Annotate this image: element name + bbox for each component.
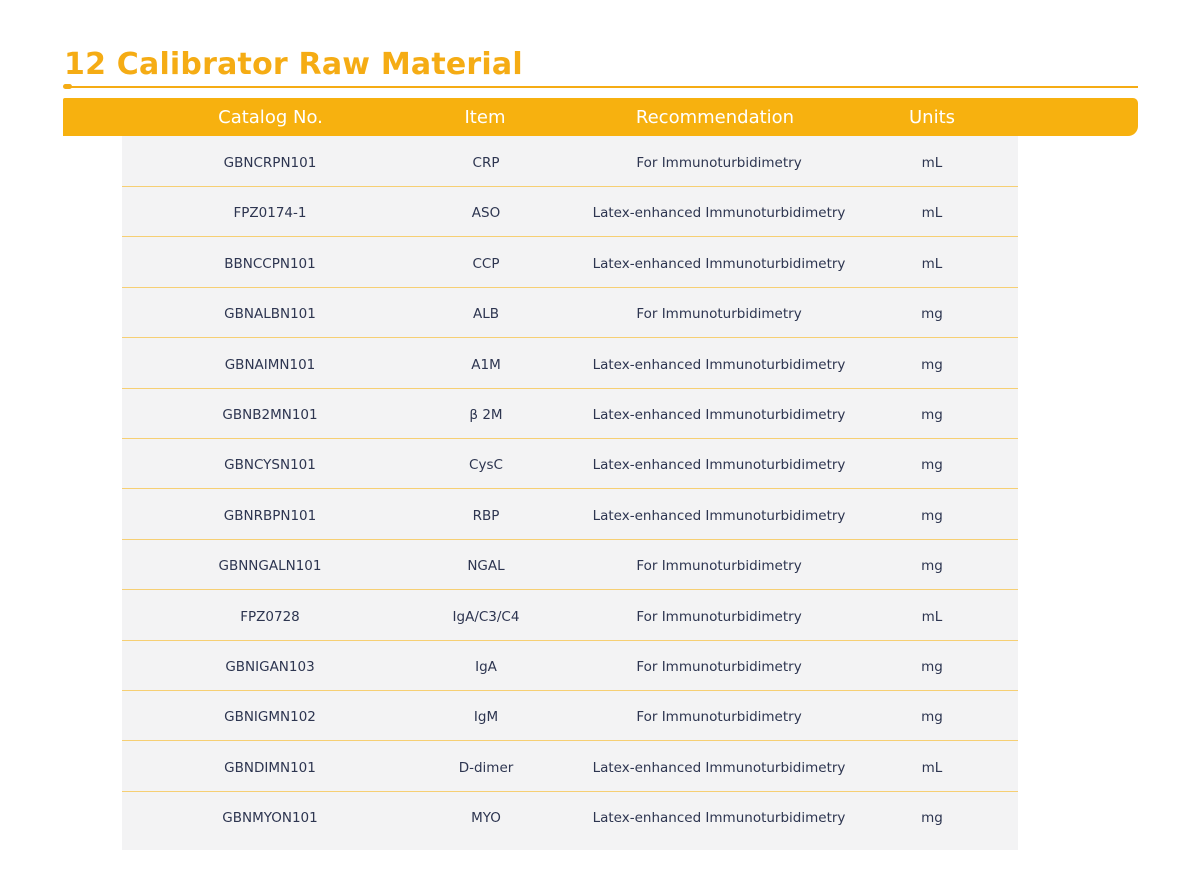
table-row: [122, 690, 1018, 741]
cell-recommendation: Latex-enhanced Immunoturbidimetry: [592, 205, 846, 222]
table-row: [122, 136, 1018, 187]
cell-units: mg: [921, 356, 943, 373]
cell-item: β 2M: [469, 407, 503, 423]
cell-item: D-dimer: [458, 759, 514, 776]
cell-catalog-no: GBNRBPN101: [223, 507, 317, 524]
cell-units: mg: [921, 709, 943, 726]
column-header-recommendation: Recommendation: [635, 107, 795, 128]
cell-recommendation: Latex-enhanced Immunoturbidimetry: [592, 810, 846, 827]
table-row: [122, 338, 1018, 389]
cell-catalog-no: GBNCRPN101: [223, 155, 317, 171]
cell-catalog-no: FPZ0728: [240, 608, 300, 625]
cell-catalog-no: FPZ0174-1: [233, 205, 307, 222]
cell-item: NGAL: [467, 558, 505, 575]
cell-catalog-no: GBNALBN101: [224, 306, 316, 323]
cell-recommendation: Latex-enhanced Immunoturbidimetry: [592, 407, 846, 423]
cell-units: mg: [921, 306, 943, 323]
cell-recommendation: For Immunoturbidimetry: [636, 608, 802, 625]
cell-catalog-no: GBNB2MN101: [222, 407, 318, 423]
cell-units: mg: [921, 810, 943, 827]
cell-item: IgA/C3/C4: [452, 608, 520, 625]
cell-recommendation: Latex-enhanced Immunoturbidimetry: [592, 759, 846, 776]
cell-item: ALB: [472, 306, 500, 323]
cell-catalog-no: GBNNGALN101: [218, 558, 322, 575]
cell-units: mL: [921, 155, 943, 171]
cell-catalog-no: GBNDIMN101: [224, 759, 316, 776]
cell-item: CysC: [469, 457, 503, 474]
page-title: 12 Calibrator Raw Material: [64, 47, 523, 82]
cell-catalog-no: GBNAIMN101: [224, 356, 316, 373]
column-header-catalog-no: Catalog No.: [218, 107, 323, 128]
table-row: [122, 590, 1018, 641]
cell-recommendation: Latex-enhanced Immunoturbidimetry: [592, 255, 846, 272]
table-row: [122, 640, 1018, 691]
table-row: [122, 388, 1018, 439]
title-underline: [66, 86, 1138, 88]
table-row: [122, 438, 1018, 489]
cell-units: mg: [921, 457, 943, 474]
cell-item: ASO: [471, 205, 501, 222]
cell-recommendation: Latex-enhanced Immunoturbidimetry: [592, 356, 846, 373]
table-row: [122, 741, 1018, 792]
cell-units: mL: [921, 759, 943, 776]
cell-recommendation: Latex-enhanced Immunoturbidimetry: [592, 457, 846, 474]
table-row: [122, 287, 1018, 338]
table-header: [63, 98, 1138, 136]
table-row: [122, 237, 1018, 288]
cell-units: mg: [921, 558, 943, 575]
cell-item: A1M: [471, 356, 501, 373]
cell-item: RBP: [472, 507, 500, 524]
cell-catalog-no: GBNCYSN101: [224, 457, 316, 474]
cell-item: IgM: [473, 709, 499, 726]
cell-units: mg: [921, 659, 943, 675]
title-underline-cap: [63, 84, 72, 89]
column-header-units: Units: [908, 107, 956, 128]
cell-units: mL: [921, 205, 943, 222]
cell-units: mL: [921, 608, 943, 625]
cell-units: mg: [921, 507, 943, 524]
cell-recommendation: For Immunoturbidimetry: [636, 155, 802, 171]
cell-item: CCP: [472, 255, 500, 272]
column-header-item: Item: [464, 107, 506, 128]
cell-recommendation: For Immunoturbidimetry: [636, 558, 802, 575]
table-row: [122, 539, 1018, 590]
cell-item: MYO: [471, 810, 501, 827]
cell-catalog-no: BBNCCPN101: [224, 255, 316, 272]
table-row: [122, 791, 1018, 841]
cell-catalog-no: GBNIGAN103: [225, 659, 315, 675]
cell-recommendation: For Immunoturbidimetry: [636, 709, 802, 726]
cell-units: mL: [921, 255, 943, 272]
cell-catalog-no: GBNIGMN102: [224, 709, 316, 726]
cell-item: CRP: [472, 155, 500, 171]
table-body: [122, 136, 1018, 850]
cell-recommendation: Latex-enhanced Immunoturbidimetry: [592, 507, 846, 524]
cell-units: mg: [921, 407, 943, 423]
table-row: [122, 489, 1018, 540]
cell-recommendation: For Immunoturbidimetry: [636, 306, 802, 323]
table-row: [122, 186, 1018, 237]
cell-catalog-no: GBNMYON101: [222, 810, 318, 827]
cell-item: IgA: [475, 659, 497, 675]
cell-recommendation: For Immunoturbidimetry: [636, 659, 802, 675]
